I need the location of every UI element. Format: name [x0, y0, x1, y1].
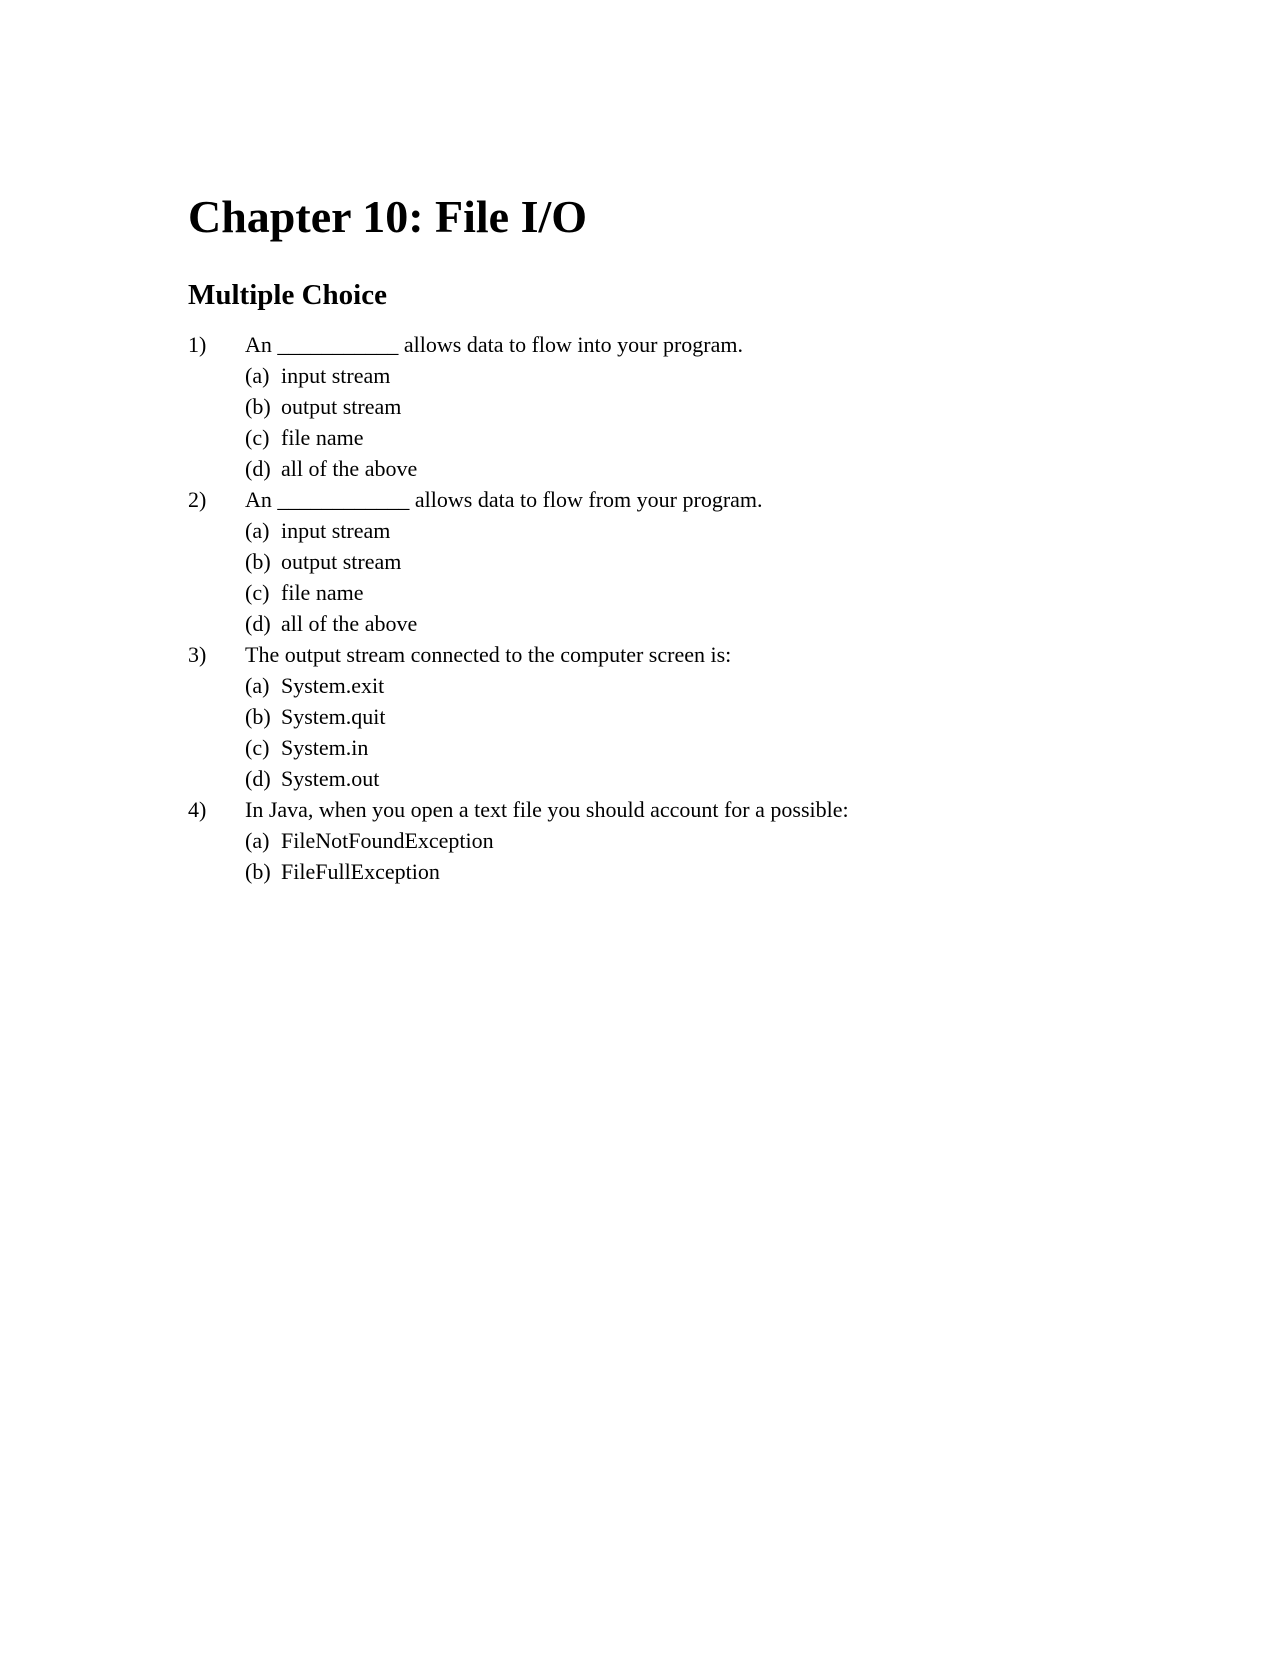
- option-item: [188, 856, 1188, 887]
- question-number: 4): [188, 797, 207, 822]
- option-letter: (a): [245, 363, 270, 388]
- question-4: [188, 794, 1188, 887]
- question-text: An ____________ allows data to flow from your program.: [245, 487, 763, 512]
- question-text: The output stream connected to the computer screen is:: [245, 642, 732, 667]
- option-text: output stream: [281, 549, 402, 574]
- option-text: System.out: [281, 766, 380, 791]
- question-2: [188, 484, 1188, 639]
- option-item: [188, 546, 1188, 577]
- question-line: [188, 329, 1188, 360]
- option-text: all of the above: [281, 611, 418, 636]
- section-title: Multiple Choice: [188, 279, 387, 311]
- question-text: In Java, when you open a text file you should account for a possible:: [245, 797, 849, 822]
- question-1: [188, 329, 1188, 484]
- option-item: [188, 825, 1188, 856]
- option-item: [188, 763, 1188, 794]
- question-text: An ___________ allows data to flow into your program.: [245, 332, 743, 357]
- option-text: System.in: [281, 735, 369, 760]
- option-item: [188, 701, 1188, 732]
- question-line: [188, 639, 1188, 670]
- option-letter: (a): [245, 518, 270, 543]
- option-letter: (b): [245, 549, 271, 574]
- option-text: FileFullException: [281, 859, 440, 884]
- option-letter: (a): [245, 673, 270, 698]
- question-3: [188, 639, 1188, 794]
- option-letter: (d): [245, 456, 271, 481]
- option-text: output stream: [281, 394, 402, 419]
- option-letter: (d): [245, 611, 271, 636]
- option-item: [188, 360, 1188, 391]
- option-item: [188, 608, 1188, 639]
- option-letter: (c): [245, 425, 270, 450]
- option-item: [188, 577, 1188, 608]
- option-letter: (a): [245, 828, 270, 853]
- question-number: 1): [188, 332, 207, 357]
- question-number: 3): [188, 642, 207, 667]
- chapter-title: Chapter 10: File I/O: [188, 191, 588, 242]
- option-text: FileNotFoundException: [281, 828, 494, 853]
- question-number: 2): [188, 487, 207, 512]
- question-list: [188, 329, 1188, 887]
- option-text: file name: [281, 580, 364, 605]
- option-letter: (d): [245, 766, 271, 791]
- option-letter: (c): [245, 580, 270, 605]
- option-text: all of the above: [281, 456, 418, 481]
- option-item: [188, 422, 1188, 453]
- option-item: [188, 391, 1188, 422]
- option-text: input stream: [281, 518, 391, 543]
- option-letter: (c): [245, 735, 270, 760]
- option-letter: (b): [245, 704, 271, 729]
- question-line: [188, 484, 1188, 515]
- option-text: System.quit: [281, 704, 386, 729]
- option-item: [188, 732, 1188, 763]
- option-item: [188, 670, 1188, 701]
- option-item: [188, 453, 1188, 484]
- option-item: [188, 515, 1188, 546]
- option-text: input stream: [281, 363, 391, 388]
- option-text: System.exit: [281, 673, 385, 698]
- option-text: file name: [281, 425, 364, 450]
- option-letter: (b): [245, 859, 271, 884]
- question-line: [188, 794, 1188, 825]
- option-letter: (b): [245, 394, 271, 419]
